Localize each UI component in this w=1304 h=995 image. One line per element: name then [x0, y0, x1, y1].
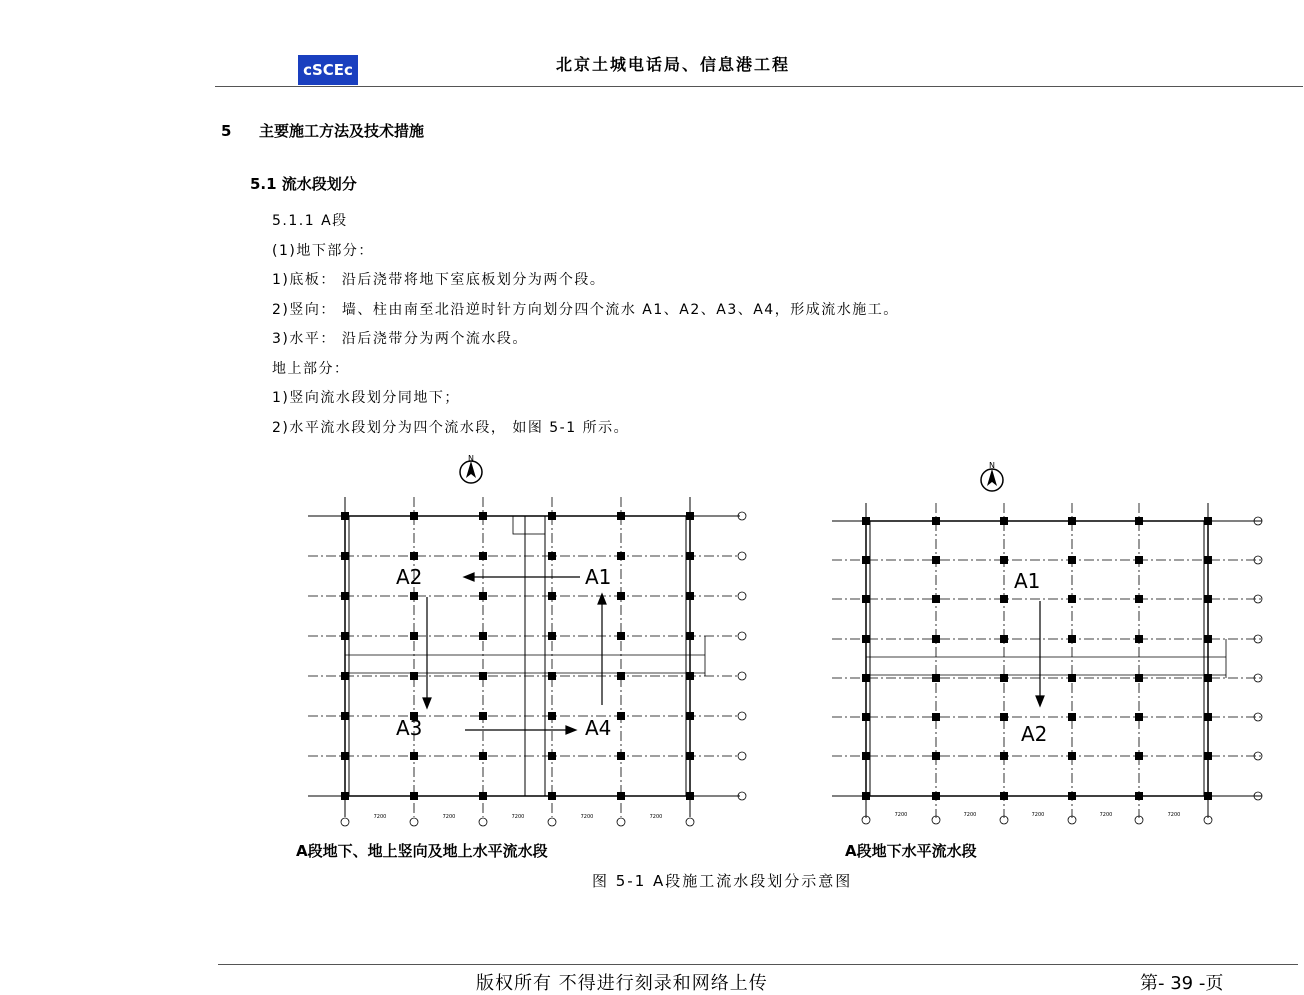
- body-line: 5.1.1 A段: [272, 213, 348, 229]
- dimension-label: 7200: [1099, 812, 1113, 818]
- dimension-label: 7200: [1031, 812, 1045, 818]
- north-arrow-icon: [460, 454, 482, 483]
- body-line: 1)底板： 沿后浇带将地下室底板划分为两个段。: [272, 272, 606, 288]
- left-plan-caption: A段地下、地上竖向及地上水平流水段: [296, 842, 548, 860]
- body-line: 1)竖向流水段划分同地下；: [272, 390, 460, 406]
- right-floor-plan: [826, 458, 1276, 830]
- dimension-label: 7200: [963, 812, 977, 818]
- header-divider: [215, 86, 1303, 87]
- body-line: 2)水平流水段划分为四个流水段， 如图 5-1 所示。: [272, 420, 630, 436]
- dimension-label: 7200: [442, 814, 456, 820]
- dimension-label: 7200: [511, 814, 525, 820]
- dimension-label: 7200: [1167, 812, 1181, 818]
- footer-copyright: 版权所有 不得进行刻录和网络上传: [476, 973, 768, 994]
- zone-label-a3: A3: [396, 716, 423, 740]
- zone-label-a4: A4: [585, 716, 612, 740]
- section-number: 5: [221, 122, 232, 140]
- body-line: 3)水平： 沿后浇带分为两个流水段。: [272, 331, 528, 347]
- dimension-label: 7200: [373, 814, 387, 820]
- body-line: 地上部分：: [272, 361, 350, 377]
- zone-label-a2: A2: [1021, 722, 1048, 746]
- document-header-title: 北京土城电话局、信息港工程: [556, 55, 791, 74]
- subsection-heading: 5.1 流水段划分: [250, 175, 357, 193]
- right-plan-caption: A段地下水平流水段: [845, 842, 977, 860]
- body-line: 2)竖向： 墙、柱由南至北沿逆时针方向划分四个流水 A1、A2、A3、A4，形成流水施工。: [272, 302, 899, 318]
- section-title: 主要施工方法及技术措施: [259, 122, 425, 140]
- zone-label-a2: A2: [396, 565, 423, 589]
- north-arrow-icon: [981, 461, 1003, 491]
- north-label: N: [989, 461, 995, 470]
- body-line: (1)地下部分：: [272, 243, 374, 259]
- dimension-label: 7200: [894, 812, 908, 818]
- footer-divider: [218, 964, 1298, 965]
- north-label: N: [468, 454, 474, 463]
- figure-caption: 图 5-1 A段施工流水段划分示意图: [592, 872, 853, 890]
- dimension-label: 7200: [580, 814, 594, 820]
- company-logo: cSCEc: [298, 55, 358, 85]
- section-heading: [221, 120, 424, 141]
- zone-label-a1: A1: [1014, 569, 1041, 593]
- zone-label-a1: A1: [585, 565, 612, 589]
- dimension-label: 7200: [649, 814, 663, 820]
- left-floor-plan: [300, 452, 760, 832]
- page-number: 第- 39 -页: [1140, 973, 1224, 994]
